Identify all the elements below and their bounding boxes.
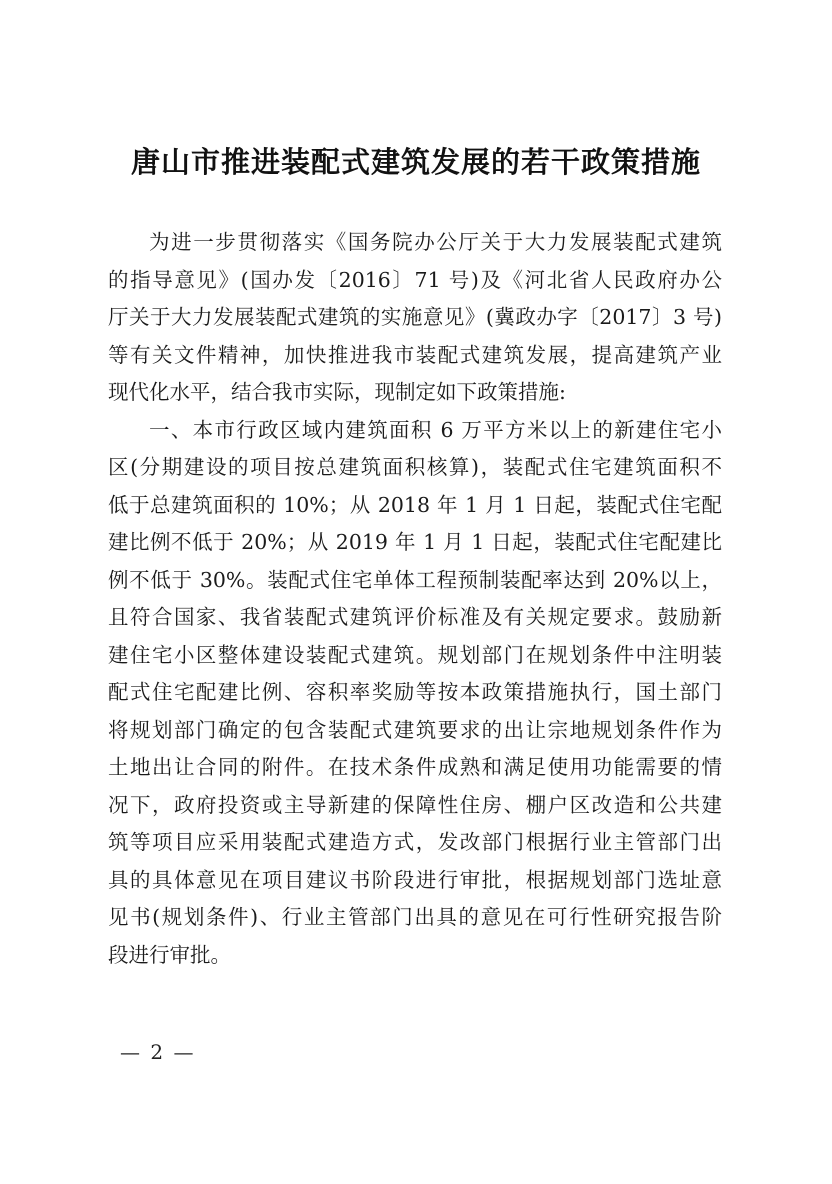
document-body bbox=[108, 224, 722, 974]
paragraph-line: 的指导意见》(国办发〔2016〕71 号)及《河北省人民政府办公 bbox=[108, 267, 722, 292]
paragraph-line: 一、本市行政区域内建筑面积 6 万平方米以上的新建住宅小 bbox=[149, 417, 722, 442]
paragraph-line: 例不低于 30%。装配式住宅单体工程预制装配率达到 20%以上， bbox=[108, 567, 722, 592]
paragraph-line: 段进行审批。 bbox=[108, 942, 231, 967]
paragraph-line: 现代化水平，结合我市实际，现制定如下政策措施: bbox=[108, 380, 566, 404]
paragraph-line: 况下，政府投资或主导新建的保障性住房、棚户区改造和公共建 bbox=[108, 792, 722, 817]
paragraph-line: 见书(规划条件)、行业主管部门出具的意见在可行性研究报告阶 bbox=[108, 905, 722, 929]
paragraph-line: 建住宅小区整体建设装配式建筑。规划部门在规划条件中注明装 bbox=[108, 642, 722, 667]
paragraph-line: 等有关文件精神，加快推进我市装配式建筑发展，提高建筑产业 bbox=[108, 342, 722, 367]
paragraph-line: 筑等项目应采用装配式建造方式，发改部门根据行业主管部门出 bbox=[108, 830, 722, 854]
paragraph-line: 且符合国家、我省装配式建筑评价标准及有关规定要求。鼓励新 bbox=[108, 605, 722, 629]
paragraph-line: 具的具体意见在项目建议书阶段进行审批，根据规划部门选址意 bbox=[108, 867, 722, 892]
paragraph-line: 建比例不低于 20%；从 2019 年 1 月 1 日起，装配式住宅配建比 bbox=[108, 530, 722, 554]
paragraph-line: 低于总建筑面积的 10%；从 2018 年 1 月 1 日起，装配式住宅配 bbox=[108, 492, 722, 517]
document-title: 唐山市推进装配式建筑发展的若干政策措施 bbox=[130, 145, 701, 179]
paragraph-line: 土地出让合同的附件。在技术条件成熟和满足使用功能需要的情 bbox=[108, 755, 722, 779]
paragraph-line: 区(分期建设的项目按总建筑面积核算)，装配式住宅建筑面积不 bbox=[108, 455, 722, 479]
paragraph-line: 厅关于大力发展装配式建筑的实施意见》(冀政办字〔2017〕3 号) bbox=[108, 305, 722, 329]
page-number: — 2 — bbox=[120, 1040, 196, 1064]
paragraph-line: 将规划部门确定的包含装配式建筑要求的出让宗地规划条件作为 bbox=[108, 717, 722, 742]
paragraph-line: 配式住宅配建比例、容积率奖励等按本政策措施执行，国土部门 bbox=[108, 680, 722, 704]
paragraph-line: 为进一步贯彻落实《国务院办公厅关于大力发展装配式建筑 bbox=[149, 230, 722, 254]
